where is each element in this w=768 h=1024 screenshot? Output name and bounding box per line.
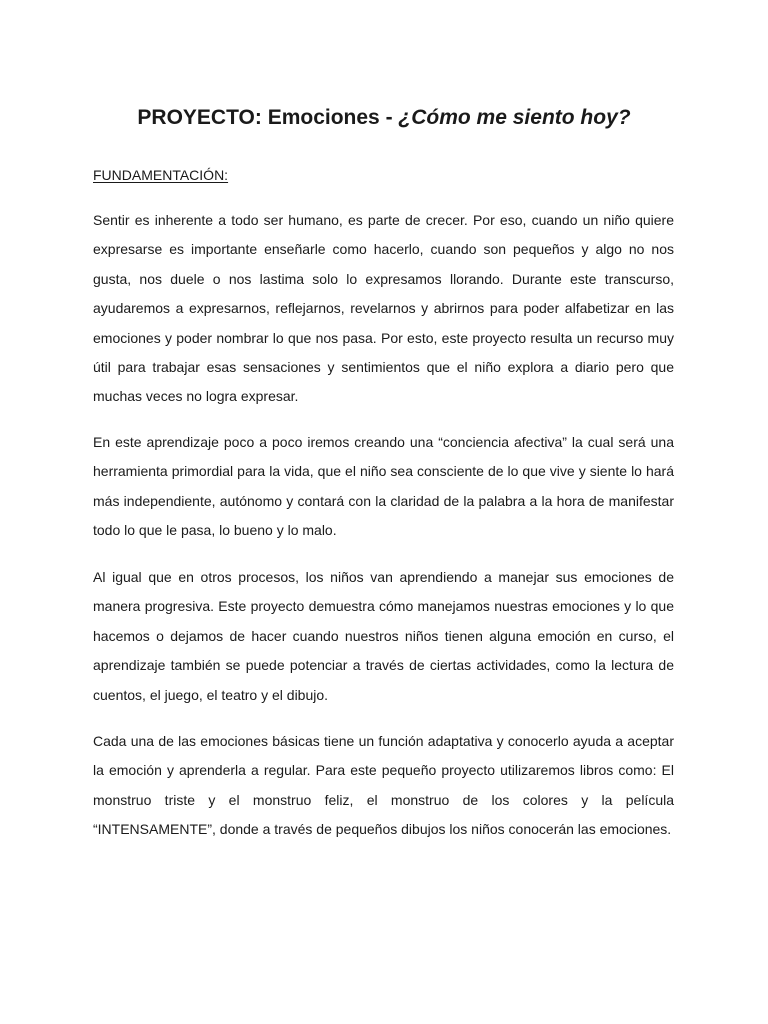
paragraph-1: Sentir es inherente a todo ser humano, es parte de crecer. Por eso, cuando un niño quiere expresarse es importante enseñarle como hacerlo, cuando son pequeños y algo no nos gusta, nos duele o nos lastima solo lo expresamos llorando. Durante este transcurso, ayudaremos a expresarnos, reflejarnos, revelarnos y abrirnos para poder alfabetizar en las emociones y poder nombrar lo que nos pasa. Por esto, este proyecto resulta un recurso muy útil para trabajar esas sensaciones y sentimientos que el niño explora a diario pero que muchas veces no logra expresar. (93, 212, 674, 405)
title-italic-text: ¿Cómo me siento hoy? (398, 106, 631, 129)
paragraph-3: Al igual que en otros procesos, los niños van aprendiendo a manejar sus emociones de manera progresiva. Este proyecto demuestra cómo manejamos nuestras emociones y lo que hacemos o dejamos de hacer cuando nuestros niños tienen alguna emoción en curso, el aprendizaje también se puede potenciar a través de ciertas actividades, como la lectura de cuentos, el juego, el teatro y el dibujo. (93, 569, 674, 703)
document-title (0, 104, 768, 132)
paragraph-2: En este aprendizaje poco a poco iremos creando una “conciencia afectiva” la cual será una herramienta primordial para la vida, que el niño sea consciente de lo que vive y siente lo hará más independiente, autónomo y contará con la claridad de la palabra a la hora de manifestar todo lo que le pasa, lo bueno y lo malo. (93, 434, 674, 539)
title-main-text: PROYECTO: Emociones - (137, 106, 399, 129)
paragraph-4: Cada una de las emociones básicas tiene un función adaptativa y conocerlo ayuda a aceptar la emoción y aprenderla a regular. Para este pequeño proyecto utilizaremos libros como: El monstruo triste y el monstruo feliz, el monstruo de los colores y la película “INTENSAMENTE”, donde a través de pequeños dibujos los niños conocerán las emociones. (93, 733, 674, 838)
section-heading: FUNDAMENTACIÓN: (93, 167, 229, 183)
